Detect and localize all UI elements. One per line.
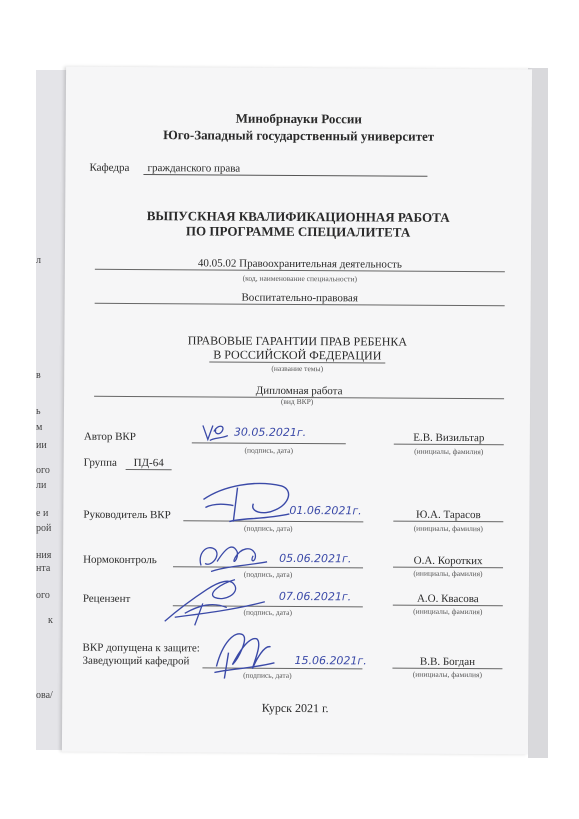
work-kind-value: Дипломная работа <box>94 384 504 400</box>
group-label: Группа <box>83 456 117 469</box>
normcontrol-sign-caption: (подпись, дата) <box>243 569 293 579</box>
back-text-fragment: ли <box>36 480 47 491</box>
normcontrol-name-caption: (инициалы, фамилия) <box>413 568 483 579</box>
author-date: 30.05.2021г. <box>233 425 307 440</box>
defense-label-line1: ВКР допущена к защите: <box>82 641 200 655</box>
department-value: гражданского права <box>143 162 427 177</box>
supervisor-sign-caption: (подпись, дата) <box>243 523 293 533</box>
back-text-fragment: е и <box>36 508 49 519</box>
defense-name-caption: (инициалы, фамилия) <box>412 669 482 680</box>
back-text-fragment: м <box>36 422 43 433</box>
normcontrol-name: О.А. Коротких <box>393 555 503 569</box>
author-signature <box>200 421 230 443</box>
author-label: Автор ВКР <box>83 430 136 444</box>
back-text-fragment: к <box>48 615 53 626</box>
normcontrol-date: 05.06.2021г. <box>279 551 352 566</box>
normcontrol-label: Нормоконтроль <box>83 553 157 567</box>
back-text-fragment: рой <box>36 523 52 534</box>
author-name-caption: (инициалы, фамилия) <box>414 446 484 457</box>
header-block <box>66 109 532 146</box>
ministry-name: Минобрнауки России <box>235 110 362 127</box>
back-text-fragment: ь <box>36 406 41 417</box>
specialty-caption: (код, наименование специальности) <box>242 273 358 284</box>
group-value: ПД-64 <box>126 457 172 470</box>
supervisor-name-caption: (инициалы, фамилия) <box>413 523 483 534</box>
specialization-value: Воспитательно-правовая <box>95 291 505 307</box>
reviewer-date: 07.06.2021г. <box>278 589 352 604</box>
back-text-fragment: л <box>36 255 41 266</box>
work-title-line1: ВЫПУСКНАЯ КВАЛИФИКАЦИОННАЯ РАБОТА <box>146 208 450 225</box>
topic-title <box>64 333 530 365</box>
defense-label <box>82 642 199 669</box>
city-year: Курск 2021 г. <box>261 700 329 716</box>
work-kind-caption: (вид ВКР) <box>280 396 314 407</box>
author-sign-caption: (подпись, дата) <box>244 445 294 455</box>
university-name: Юго-Западный государственный университет <box>163 127 435 144</box>
author-name: Е.В. Визильтар <box>394 432 504 446</box>
supervisor-name: Ю.А. Тарасов <box>393 509 503 523</box>
supervisor-date: 01.06.2021г. <box>289 503 362 518</box>
reviewer-sign-caption: (подпись, дата) <box>243 607 293 617</box>
back-text-fragment: ого <box>36 465 50 476</box>
back-text-fragment: ии <box>36 440 47 451</box>
defense-sign-caption: (подпись, дата) <box>243 670 292 680</box>
back-text-fragment: ова/ <box>36 690 53 701</box>
topic-line1: ПРАВОВЫЕ ГАРАНТИИ ПРАВ РЕБЕНКА <box>187 333 408 349</box>
reviewer-name-caption: (инициалы, фамилия) <box>413 606 483 617</box>
title-page <box>62 67 532 755</box>
topic-line2: В РОССИЙСКОЙ ФЕДЕРАЦИИ <box>209 347 385 363</box>
back-text-fragment: нта <box>36 563 51 574</box>
defense-label-line2: Заведующий кафедрой <box>82 654 190 668</box>
defense-name: В.В. Богдан <box>392 656 502 670</box>
reviewer-signature <box>155 567 275 628</box>
work-title-line2: ПО ПРОГРАММЕ СПЕЦИАЛИТЕТА <box>185 223 411 240</box>
defense-date: 15.06.2021г. <box>294 653 367 668</box>
supervisor-signature <box>193 477 303 528</box>
back-text-fragment: в <box>36 370 41 381</box>
topic-caption: (название темы) <box>271 363 324 374</box>
reviewer-label: Рецензент <box>82 592 131 605</box>
work-title <box>65 208 531 241</box>
reviewer-name: А.О. Квасова <box>393 593 503 607</box>
specialty-value: 40.05.02 Правоохранительная деятельность <box>95 257 505 273</box>
supervisor-label: Руководитель ВКР <box>83 508 171 522</box>
back-text-fragment: ого <box>36 590 50 601</box>
back-text-fragment: ния <box>36 550 52 561</box>
department-label: Кафедра <box>89 161 130 174</box>
